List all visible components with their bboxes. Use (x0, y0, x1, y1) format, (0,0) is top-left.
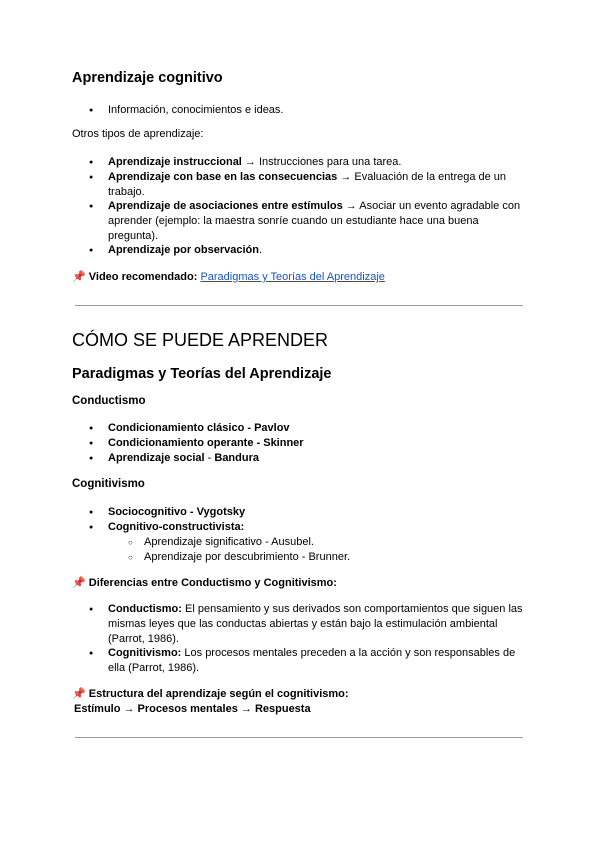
item-text: → Evaluación de la entrega de un trabajo. (108, 171, 507, 198)
horizontal-divider (75, 737, 523, 738)
estructura-label: Estructura del aprendizaje según el cognitivismo: (88, 688, 349, 700)
item-text: - (204, 452, 215, 464)
sub-list-item: ○ Aprendizaje por descubrimiento - Brunner. (144, 550, 350, 565)
list-item: ● Condicionamiento operante - Skinner (108, 436, 524, 451)
pushpin-icon: 📌 (72, 271, 86, 283)
video-link[interactable]: Paradigmas y Teorías del Aprendizaje (200, 271, 385, 283)
list-item (108, 170, 524, 200)
list-item: ● Sociocognitivo - Vygotsky (108, 505, 524, 520)
list-item (108, 451, 524, 466)
pushpin-icon: 📌 (72, 577, 86, 589)
list-item (108, 199, 524, 244)
paragraph-otros-tipos: Otros tipos de aprendizaje: (72, 128, 204, 140)
heading-cognitivismo: Cognitivismo (72, 478, 145, 490)
item-text: → Instrucciones para una tarea. (241, 156, 402, 168)
heading-estructura (72, 687, 349, 700)
video-recomendado (72, 270, 385, 283)
item-bold: Conductismo: (108, 603, 182, 615)
list-item: ● Condicionamiento clásico - Pavlov (108, 421, 524, 436)
list-item (108, 646, 524, 676)
item-bold: Aprendizaje social (108, 452, 205, 464)
horizontal-divider (75, 305, 523, 306)
item-text: Los procesos mentales preceden a la acción y son responsables de ella (Parrot, 1986). (108, 647, 516, 674)
list-item (108, 155, 524, 170)
estructura-line: Estímulo → Procesos mentales → Respuesta (74, 703, 311, 715)
list-item (108, 243, 524, 258)
section-title: CÓMO SE PUEDE APRENDER (72, 330, 329, 350)
item-text: → Asociar un evento agradable con aprender (ejemplo: la maestra sonríe cuando un estudiante hace una buena pregunta). (108, 200, 521, 242)
section-subtitle: Paradigmas y Teorías del Aprendizaje (72, 366, 332, 382)
item-text: . (258, 244, 263, 256)
heading-aprendizaje-cognitivo: Aprendizaje cognitivo (72, 70, 223, 86)
list-item: ● Cognitivo-constructivista: (108, 520, 524, 535)
heading-conductismo: Conductismo (72, 395, 146, 407)
list-item (108, 602, 524, 647)
heading-diferencias (72, 576, 337, 589)
item-bold: Aprendizaje por observación (108, 244, 259, 256)
sub-list-item: ○ Aprendizaje significativo - Ausubel. (144, 535, 314, 550)
item-bold: Aprendizaje instruccional (108, 156, 242, 168)
item-bold: Bandura (214, 452, 259, 464)
item-bold: Cognitivismo: (108, 647, 182, 659)
list-item: ● Información, conocimientos e ideas. (108, 103, 524, 118)
item-bold: Aprendizaje de asociaciones entre estímulos (108, 200, 343, 212)
item-bold: Aprendizaje con base en las consecuencias (108, 171, 338, 183)
item-text: El pensamiento y sus derivados son comportamientos que siguen las mismas leyes que las conductas abiertas y están bajo la estimulación ambiental (Parrot, 1986). (108, 603, 523, 645)
pushpin-icon: 📌 (72, 688, 86, 700)
video-label: Video recomendado: (88, 271, 198, 283)
diferencias-label: Diferencias entre Conductismo y Cognitivismo: (88, 577, 337, 589)
